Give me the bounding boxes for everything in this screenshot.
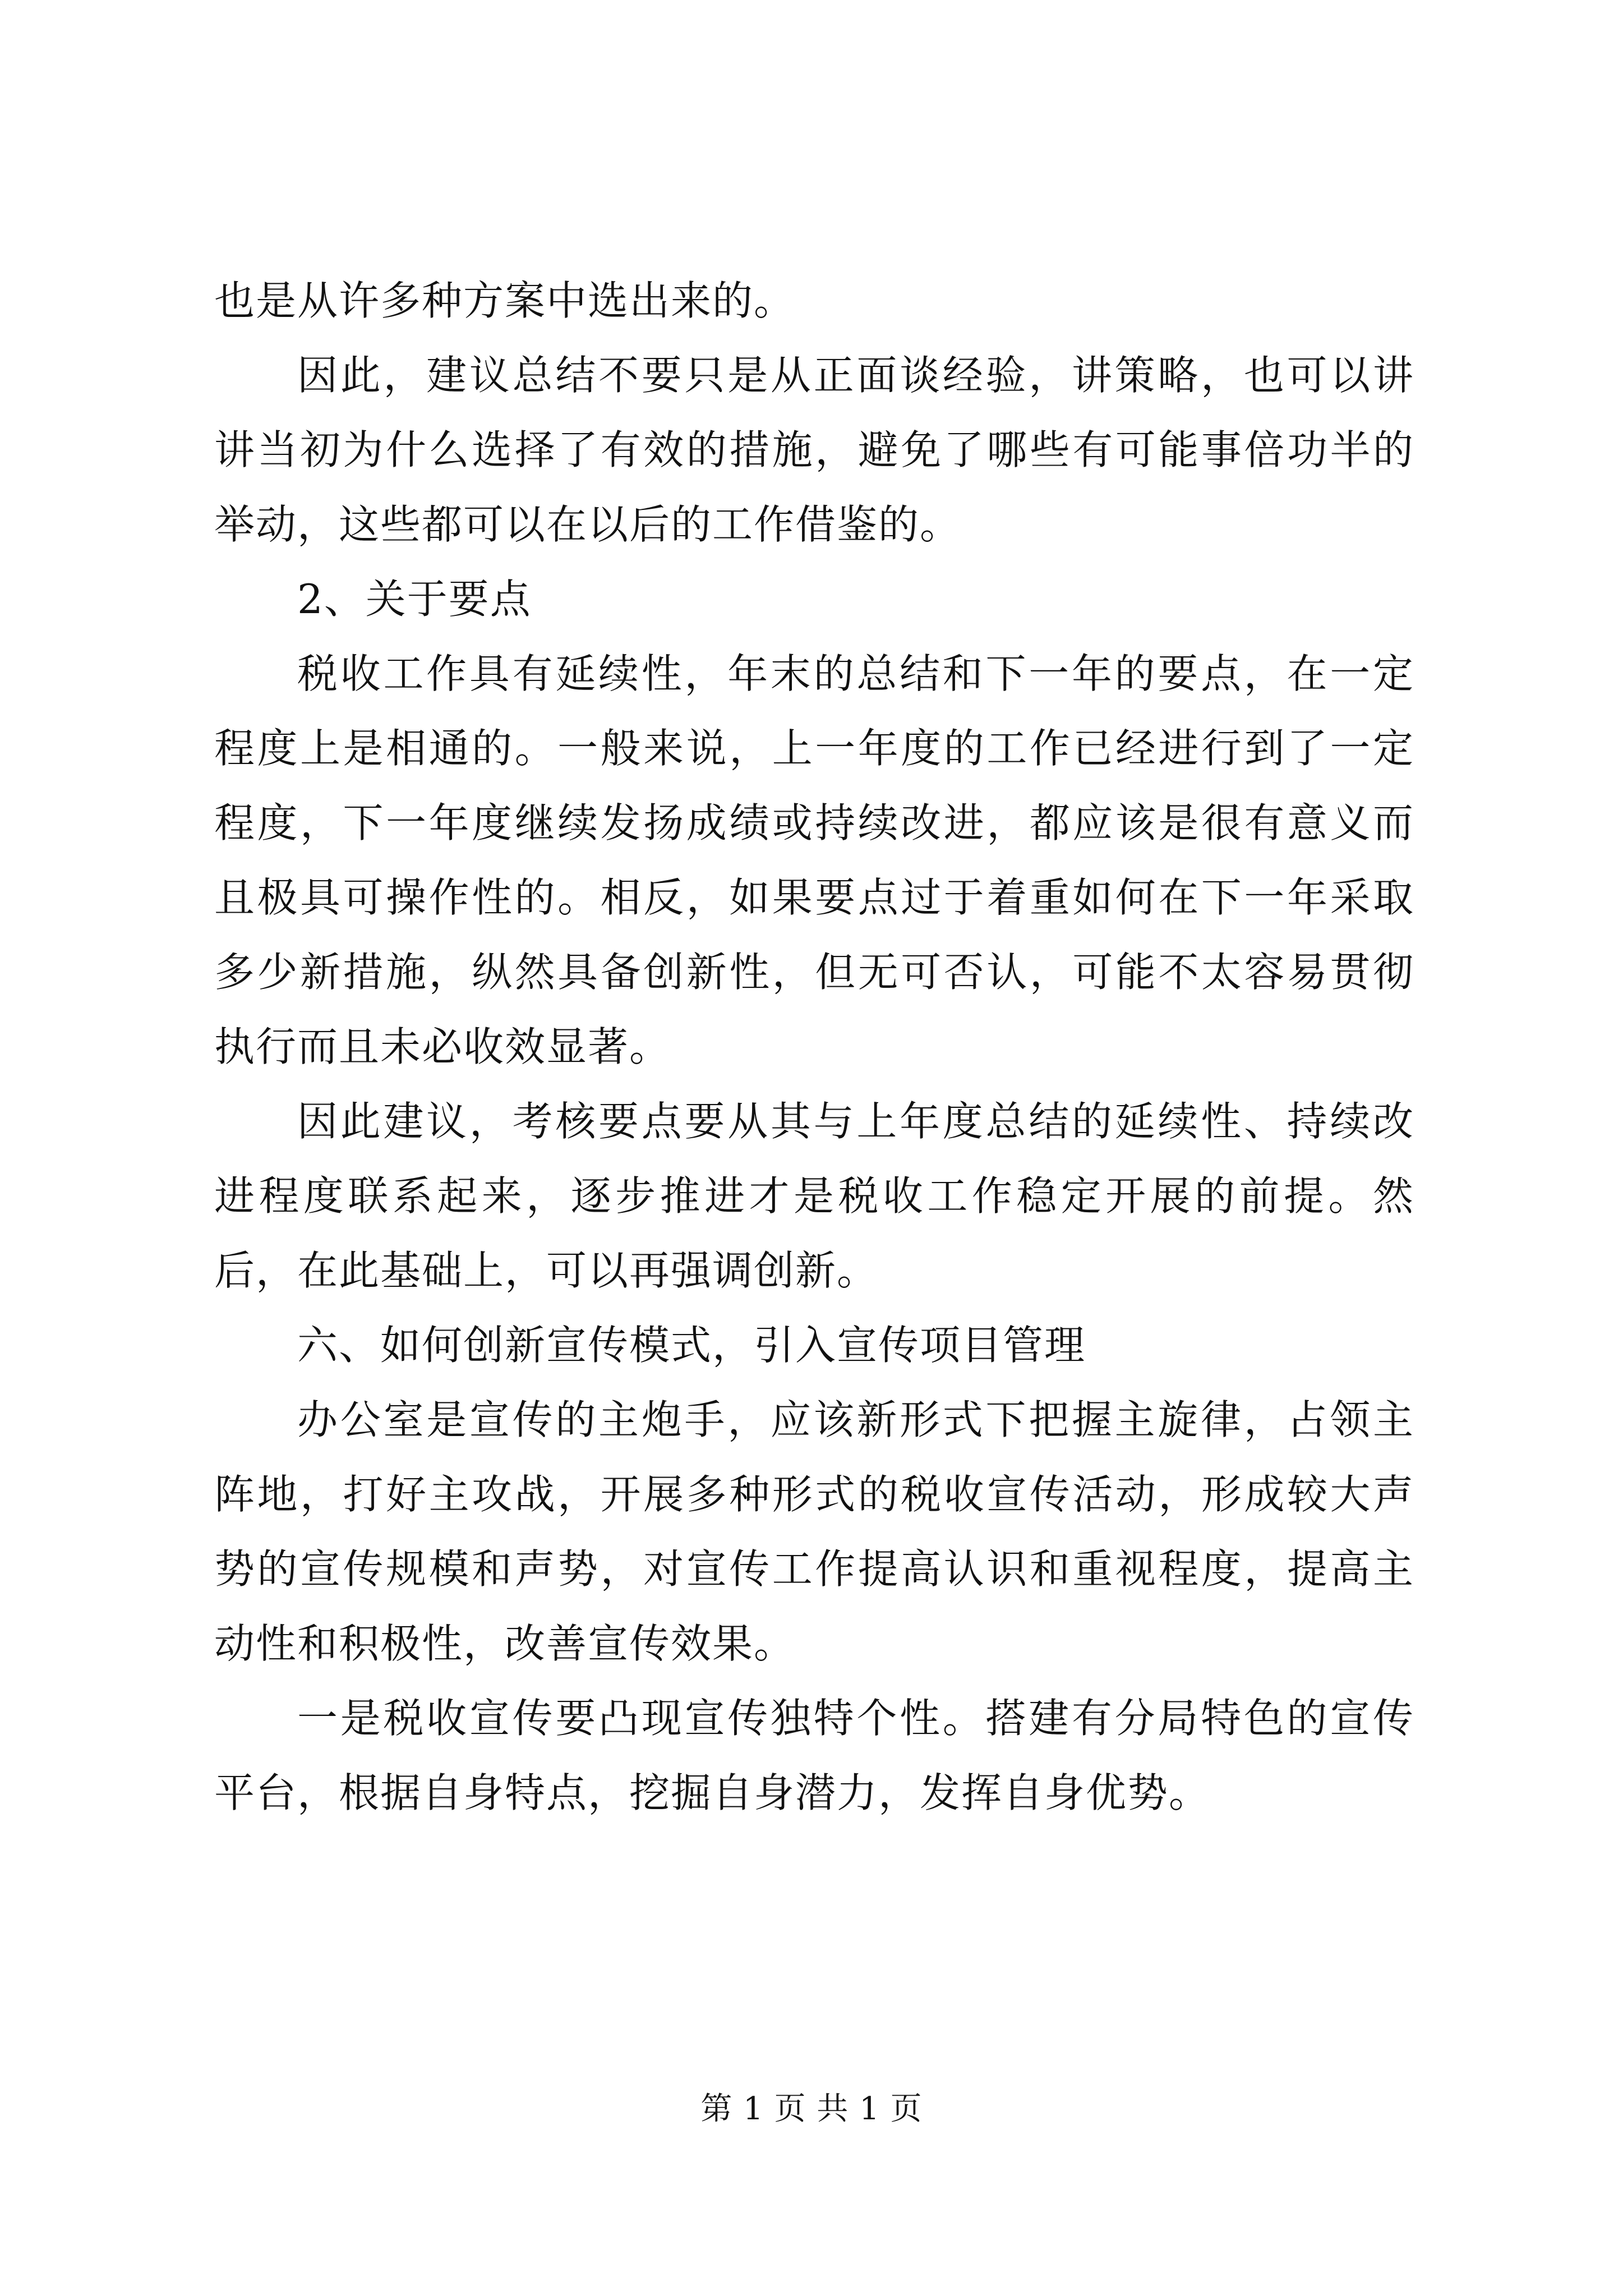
paragraph-publicity-individuality: 一是税收宣传要凸现宣传独特个性。搭建有分局特色的宣传平台，根据自身特点，挖掘自身潜力，发挥自身优势。 xyxy=(214,1695,1414,1816)
paragraph-tax-continuity: 税收工作具有延续性，年末的总结和下一年的要点，在一定程度上是相通的。一般来说，上一年度的工作已经进行到了一定程度，下一年度继续发扬成绩或持续改进，都应该是很有意义而且极具可操作性的。相反，如果要点过于着重如何在下一年采取多少新措施，纵然具备创新性，但无可否认，可能不太容易贯彻执行而且未必收效显著。 xyxy=(214,650,1414,1070)
page-footer: 第 1 页 共 1 页 xyxy=(700,2091,923,2127)
section-heading-publicity: 六、如何创新宣传模式，引入宣传项目管理 xyxy=(297,1322,1086,1369)
paragraph-office-publicity: 办公室是宣传的主炮手，应该新形式下把握主旋律，占领主阵地，打好主攻战，开展多种形式的税收宣传活动，形成较大声势的宣传规模和声势，对宣传工作提高认识和重视程度，提高主动性和积极性，改善宣传效果。 xyxy=(214,1396,1414,1667)
document-body xyxy=(214,264,1414,1830)
section-heading-key-points: 2、关于要点 xyxy=(297,576,532,623)
paragraph-continuation: 也是从许多种方案中选出来的。 xyxy=(214,277,796,324)
paragraph-assessment-advice: 因此建议，考核要点要从其与上年度总结的延续性、持续改进程度联系起来，逐步推进才是税收工作稳定开展的前提。然后，在此基础上，可以再强调创新。 xyxy=(214,1098,1414,1294)
paragraph-summary-advice: 因此，建议总结不要只是从正面谈经验，讲策略，也可以讲讲当初为什么选择了有效的措施，避免了哪些有可能事倍功半的举动，这些都可以在以后的工作借鉴的。 xyxy=(214,352,1414,548)
